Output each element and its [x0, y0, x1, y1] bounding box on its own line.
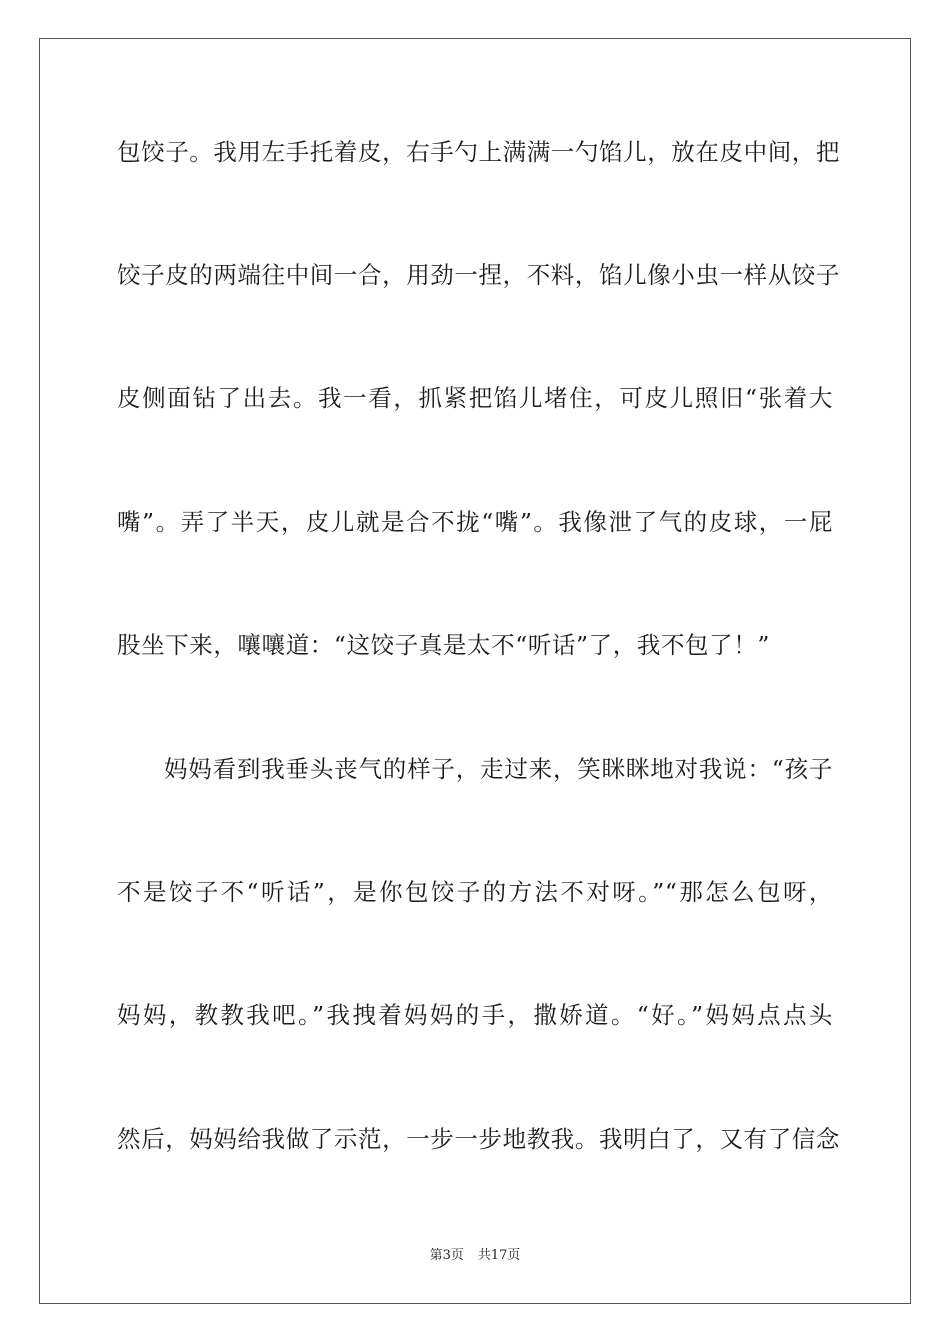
page-footer [0, 1247, 950, 1265]
page-number: 第3页 [429, 1248, 464, 1263]
text-line: 妈妈，教教我吧。”我拽着妈妈的手，撒娇道。“好。”妈妈点点头 [117, 1001, 833, 1029]
text-line: 股坐下来，嚷嚷道：“这饺子真是太不“听话”了，我不包了！” [117, 631, 770, 659]
text-line: 不是饺子不“听话”，是你包饺子的方法不对呀。”“那怎么包呀， [117, 878, 833, 906]
text-line: 包饺子。我用左手托着皮，右手勺上满满一勺馅儿，放在皮中间，把 [117, 138, 840, 166]
page-border [39, 38, 911, 1304]
text-line: 然后，妈妈给我做了示范，一步一步地教我。我明白了，又有了信念 [117, 1125, 840, 1153]
text-line: 饺子皮的两端往中间一合，用劲一捏，不料，馅儿像小虫一样从饺子 [117, 261, 840, 289]
text-line: 嘴”。弄了半天，皮儿就是合不拢“嘴”。我像泄了气的皮球，一屁 [117, 508, 833, 536]
paragraph-first-line: 妈妈看到我垂头丧气的样子，走过来，笑眯眯地对我说：“孩子 [164, 755, 833, 783]
text-line: 皮侧面钻了出去。我一看，抓紧把馅儿堵住，可皮儿照旧“张着大 [117, 384, 833, 412]
page-total: 共17页 [477, 1248, 521, 1263]
